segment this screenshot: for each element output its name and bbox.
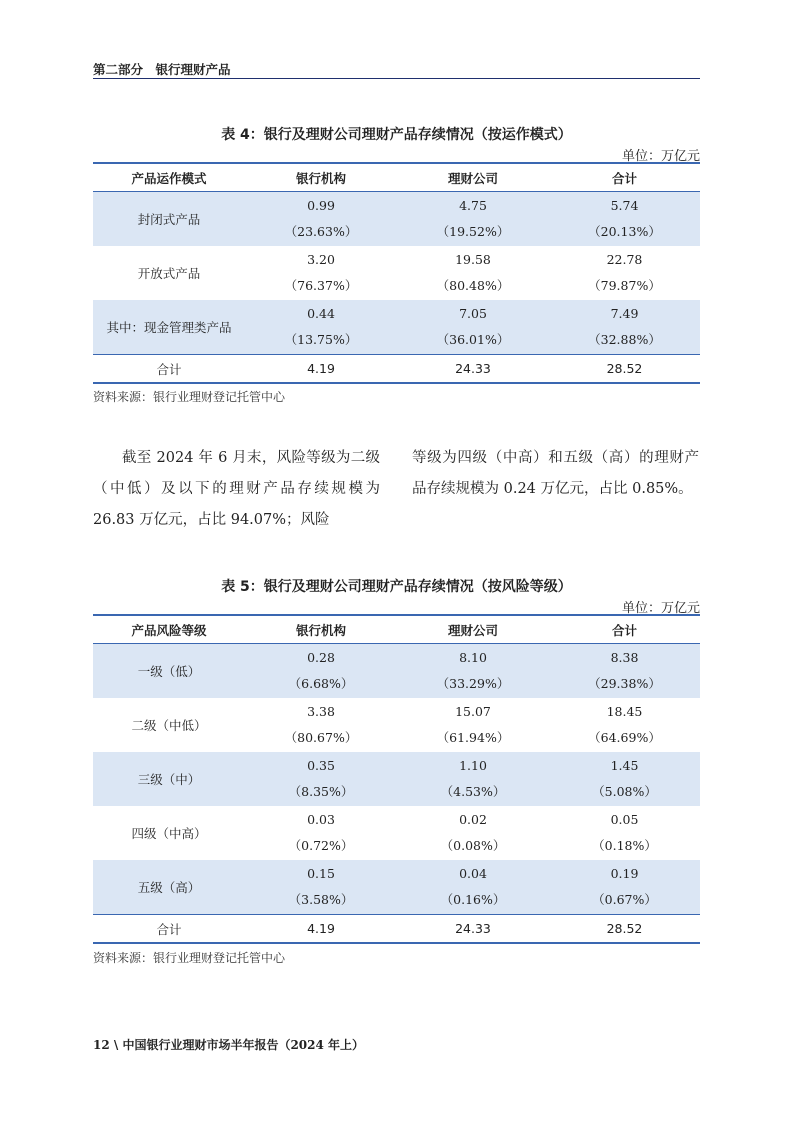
- table-total-row: [93, 915, 700, 944]
- cell-percent: （76.37%）: [284, 278, 358, 293]
- table-cell: [397, 752, 549, 806]
- table-cell: [245, 752, 397, 806]
- table-cell: [549, 752, 700, 806]
- cell-percent: （8.35%）: [288, 784, 354, 799]
- table-cell: [245, 246, 397, 300]
- table-row: [93, 698, 700, 752]
- cell-percent: （80.48%）: [436, 278, 510, 293]
- cell-value: 8.10: [459, 650, 487, 665]
- table4-header-row: [93, 163, 700, 192]
- cell-value: 0.05: [610, 812, 639, 827]
- cell-value: 8.38: [610, 650, 639, 665]
- table-cell: [397, 806, 549, 860]
- cell-percent: （23.63%）: [284, 224, 358, 239]
- cell-value: 0.03: [307, 812, 335, 827]
- cell-percent: （0.08%）: [440, 838, 506, 853]
- table-cell: [397, 246, 549, 300]
- total-value: 28.52: [549, 355, 700, 384]
- total-value: 4.19: [245, 355, 397, 384]
- table4-unit: 单位：万亿元: [621, 149, 700, 164]
- cell-value: 4.75: [459, 198, 487, 213]
- table-row: [93, 644, 700, 699]
- table-cell: [549, 192, 700, 247]
- cell-percent: （0.18%）: [592, 838, 657, 853]
- cell-value: 7.05: [459, 306, 487, 321]
- cell-percent: （19.52%）: [436, 224, 510, 239]
- cell-percent: （32.88%）: [588, 332, 661, 347]
- column-header: 合计: [549, 615, 700, 644]
- column-header: 理财公司: [397, 163, 549, 192]
- cell-value: 0.19: [610, 866, 639, 881]
- table-cell: [245, 192, 397, 247]
- table-cell: [245, 860, 397, 915]
- table-row: [93, 246, 700, 300]
- cell-percent: （0.16%）: [440, 892, 506, 907]
- total-value: 4.19: [245, 915, 397, 944]
- cell-value: 18.45: [606, 704, 643, 719]
- column-header: 理财公司: [397, 615, 549, 644]
- cell-value: 0.02: [459, 812, 487, 827]
- table-cell: [397, 644, 549, 699]
- cell-value: 3.20: [307, 252, 335, 267]
- cell-percent: （29.38%）: [588, 676, 661, 691]
- cell-percent: （6.68%）: [288, 676, 354, 691]
- cell-value: 0.15: [307, 866, 335, 881]
- cell-percent: （3.58%）: [288, 892, 354, 907]
- table5-header-row: [93, 615, 700, 644]
- page-footer: 12 \ 中国银行业理财市场半年报告（2024 年上）: [93, 1038, 365, 1052]
- cell-value: 19.58: [455, 252, 491, 267]
- cell-percent: （61.94%）: [436, 730, 510, 745]
- row-label: 封闭式产品: [93, 192, 245, 247]
- running-header: 第二部分 银行理财产品: [93, 62, 231, 77]
- row-label: 一级（低）: [93, 644, 245, 699]
- table5-source: 资料来源：银行业理财登记托管中心: [93, 951, 286, 965]
- row-label: 二级（中低）: [131, 718, 207, 733]
- table-row: [93, 300, 700, 355]
- row-label: 五级（高）: [93, 860, 245, 915]
- table-row: [93, 192, 700, 247]
- total-label: 合计: [93, 355, 245, 384]
- cell-percent: （4.53%）: [440, 784, 506, 799]
- cell-percent: （0.72%）: [288, 838, 354, 853]
- table5: [93, 614, 700, 944]
- paragraph-right-column: 等级为四级（中高）和五级（高）的理财产品存续规模为 0.24 万亿元，占比 0.85%。: [412, 450, 699, 497]
- table-cell: [397, 300, 549, 355]
- table-row: [93, 806, 700, 860]
- table4: [93, 162, 700, 384]
- table-cell: [549, 300, 700, 355]
- total-label: 合计: [93, 915, 245, 944]
- cell-percent: （64.69%）: [588, 730, 661, 745]
- cell-value: 0.99: [307, 198, 335, 213]
- cell-value: 1.10: [459, 758, 487, 773]
- cell-value: 1.45: [610, 758, 639, 773]
- cell-value: 7.49: [610, 306, 639, 321]
- table5-unit: 单位：万亿元: [621, 601, 700, 616]
- column-header: 银行机构: [245, 163, 397, 192]
- cell-value: 0.28: [307, 650, 335, 665]
- table-cell: [549, 860, 700, 915]
- row-label: 三级（中）: [93, 752, 245, 806]
- cell-percent: （0.67%）: [592, 892, 657, 907]
- table-cell: [549, 644, 700, 699]
- cell-percent: （80.67%）: [284, 730, 358, 745]
- table-row: [93, 860, 700, 915]
- table-cell: [245, 644, 397, 699]
- cell-value: 15.07: [455, 704, 491, 719]
- cell-value: 5.74: [610, 198, 639, 213]
- table4-source: 资料来源：银行业理财登记托管中心: [93, 390, 286, 404]
- cell-value: 3.38: [307, 704, 335, 719]
- cell-value: 0.35: [307, 758, 335, 773]
- cell-percent: （36.01%）: [436, 332, 510, 347]
- column-header: 产品风险等级: [93, 615, 245, 644]
- header-rule: [93, 78, 700, 79]
- cell-value: 0.04: [459, 866, 487, 881]
- cell-percent: （13.75%）: [284, 332, 358, 347]
- row-label: 其中：现金管理类产品: [93, 300, 245, 355]
- total-value: 28.52: [549, 915, 700, 944]
- total-value: 24.33: [397, 915, 549, 944]
- row-label: 开放式产品: [137, 266, 201, 281]
- table-cell: [397, 860, 549, 915]
- table5-title: 表 5：银行及理财公司理财产品存续情况（按风险等级）: [221, 579, 572, 595]
- table-cell: [397, 192, 549, 247]
- total-value: 24.33: [397, 355, 549, 384]
- table-cell: [245, 300, 397, 355]
- paragraph-left-column: 截至 2024 年 6 月末，风险等级为二级（中低）及以下的理财产品存续规模为 26.83 万亿元，占比 94.07%；风险: [93, 450, 380, 528]
- table-cell: [549, 806, 700, 860]
- column-header: 产品运作模式: [93, 163, 245, 192]
- cell-value: 0.44: [307, 306, 335, 321]
- table-cell: [397, 698, 549, 752]
- cell-percent: （20.13%）: [588, 224, 661, 239]
- column-header: 合计: [549, 163, 700, 192]
- row-label: 四级（中高）: [131, 826, 207, 841]
- table4-title: 表 4：银行及理财公司理财产品存续情况（按运作模式）: [221, 127, 572, 143]
- cell-percent: （5.08%）: [592, 784, 657, 799]
- table-cell: [549, 698, 700, 752]
- column-header: 银行机构: [245, 615, 397, 644]
- table-row: [93, 752, 700, 806]
- cell-value: 22.78: [606, 252, 643, 267]
- table-cell: [549, 246, 700, 300]
- cell-percent: （79.87%）: [588, 278, 661, 293]
- table-cell: [245, 698, 397, 752]
- table-total-row: [93, 355, 700, 384]
- cell-percent: （33.29%）: [436, 676, 510, 691]
- table-cell: [245, 806, 397, 860]
